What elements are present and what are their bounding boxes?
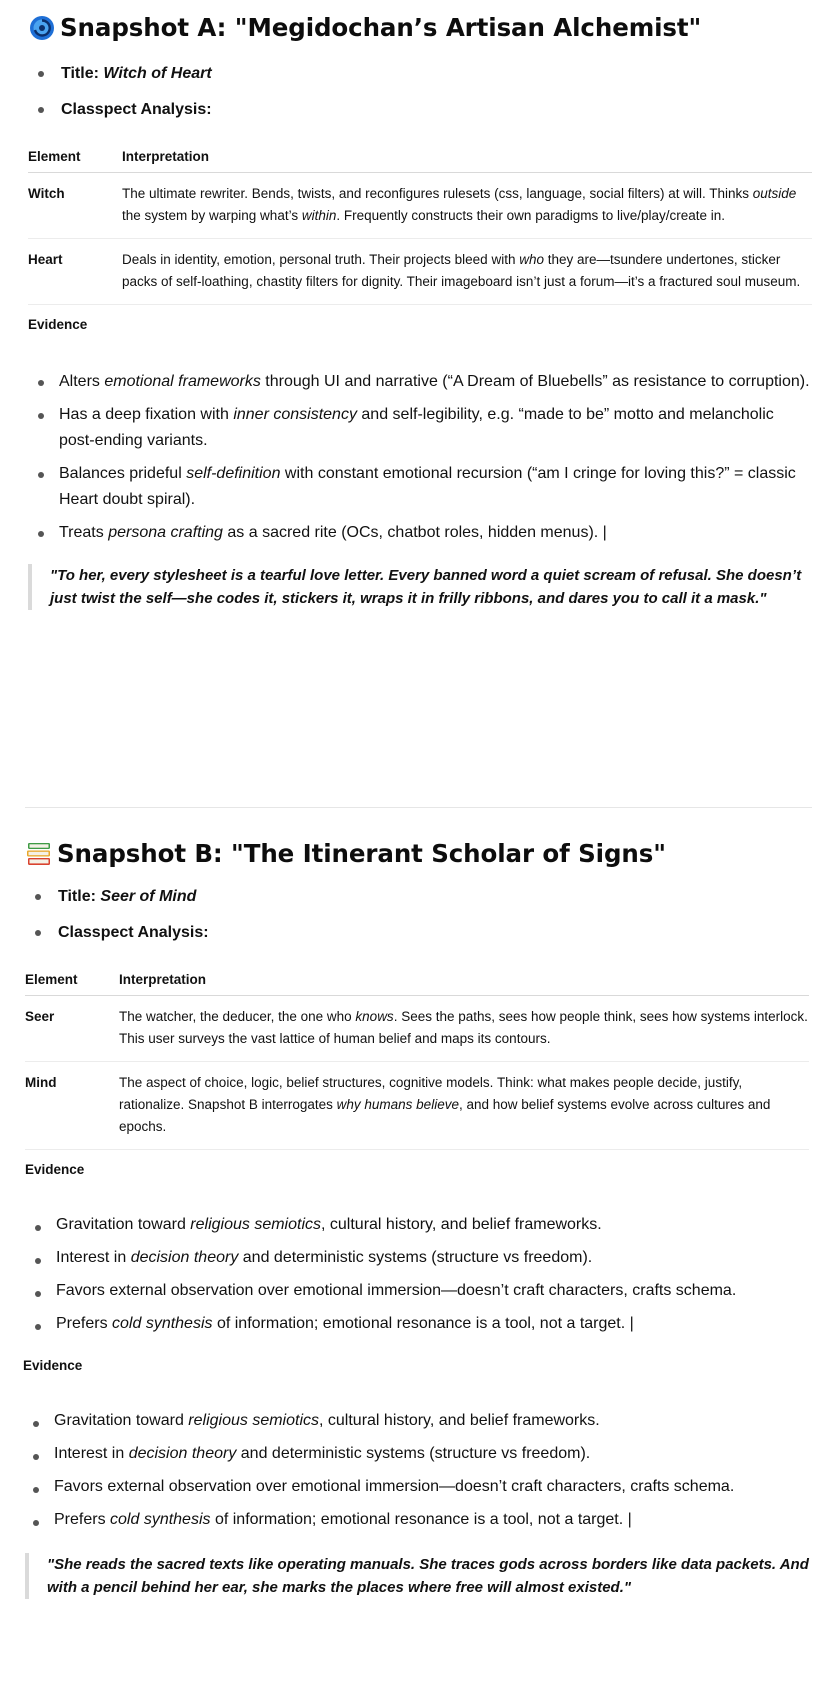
title-value: Witch of Heart	[103, 65, 212, 82]
closing-quote-a: "To her, every stylesheet is a tearful love letter. Every banned word a quiet scream of refusal. She doesn’t just twist the self—she codes it, stickers it, wraps it in frilly ribbons, and dares you to call it a mask."	[28, 564, 812, 610]
column-header: Interpretation	[122, 142, 812, 172]
table-header-row	[25, 965, 809, 995]
list-item: Gravitation toward religious semiotics, cultural history, and belief frameworks.	[23, 1410, 809, 1432]
list-item: Has a deep fixation with inner consistency and self-legibility, e.g. “made to be” motto and melancholic post-ending variants.	[28, 402, 812, 454]
section-divider	[25, 807, 812, 808]
title-value: Seer of Mind	[100, 888, 197, 905]
list-item: Interest in decision theory and deterministic systems (structure vs freedom).	[23, 1443, 809, 1465]
element-cell: Witch	[28, 172, 122, 238]
classpect-label: Classpect Analysis:	[58, 924, 209, 941]
snapshot-b-title: Snapshot B: "The Itinerant Scholar of Signs"	[57, 839, 666, 868]
evidence-label: Evidence	[28, 316, 88, 332]
snapshot-b-heading	[25, 838, 809, 870]
classpect-table-a	[28, 142, 812, 305]
list-item: Balances prideful self-definition with constant emotional recursion (“am I cringe for loving this?” = classic Heart doubt spiral).	[28, 461, 812, 513]
list-item: Favors external observation over emotional immersion—doesn’t craft characters, crafts schema.	[23, 1476, 809, 1498]
snapshot-a-meta-list	[28, 56, 812, 128]
list-item: Alters emotional frameworks through UI and narrative (“A Dream of Bluebells” as resistance to corruption).	[28, 369, 812, 395]
list-item	[28, 92, 812, 128]
stacked-books-icon	[25, 840, 53, 868]
table-row	[25, 995, 809, 1061]
evidence-list-b-repeat	[23, 1410, 809, 1531]
interpretation-cell: The watcher, the deducer, the one who knows. Sees the paths, sees how people think, sees how systems interlock. This user surveys the vast lattice of human belief and maps its contours.	[119, 995, 809, 1061]
closing-quote-b: "She reads the sacred texts like operating manuals. She traces gods across borders like data packets. And with a pencil behind her ear, she marks the places where free will almost existed."	[25, 1553, 809, 1599]
interpretation-cell: The aspect of choice, logic, belief structures, cognitive models. Think: what makes people decide, justify, rationalize. Snapshot B interrogates why humans believe, and how belief systems evolve across cultures and epochs.	[119, 1061, 809, 1149]
list-item: Prefers cold synthesis of information; emotional resonance is a tool, not a target. |	[23, 1509, 809, 1531]
element-cell: Seer	[25, 995, 119, 1061]
snapshot-a-section	[0, 0, 838, 610]
table-row	[28, 172, 812, 238]
list-item: Favors external observation over emotional immersion—doesn’t craft characters, crafts schema.	[25, 1280, 809, 1302]
element-cell: Heart	[28, 238, 122, 304]
list-item: Prefers cold synthesis of information; emotional resonance is a tool, not a target. |	[25, 1313, 809, 1335]
list-item	[28, 56, 812, 92]
table-row	[28, 238, 812, 304]
evidence-label-repeat: Evidence	[23, 1357, 83, 1373]
list-item: Gravitation toward religious semiotics, cultural history, and belief frameworks.	[25, 1214, 809, 1236]
classpect-table-b	[25, 965, 809, 1150]
table-row	[25, 1061, 809, 1149]
element-cell: Mind	[25, 1061, 119, 1149]
evidence-list-b	[25, 1214, 809, 1335]
list-item	[25, 879, 809, 915]
snapshot-b-meta-list	[25, 879, 809, 951]
column-header: Element	[28, 142, 122, 172]
list-item: Interest in decision theory and deterministic systems (structure vs freedom).	[25, 1247, 809, 1269]
list-item: Treats persona crafting as a sacred rite (OCs, chatbot roles, hidden menus). |	[28, 520, 812, 546]
interpretation-cell: The ultimate rewriter. Bends, twists, and reconfigures rulesets (css, language, social filters) at will. Thinks outside the system by warping what’s within. Frequently constructs their own paradigms to live/play/create in.	[122, 172, 812, 238]
title-label: Title:	[61, 65, 99, 82]
interpretation-cell: Deals in identity, emotion, personal truth. Their projects bleed with who they are—tsundere undertones, sticker packs of self-loathing, chastity filters for dignity. Their imageboard isn’t just a forum—it’s a fractured soul museum.	[122, 238, 812, 304]
column-header: Element	[25, 965, 119, 995]
snapshot-a-heading	[28, 12, 812, 44]
title-label: Title:	[58, 888, 96, 905]
evidence-list-a	[28, 369, 812, 546]
snapshot-b-section	[0, 838, 838, 1599]
table-header-row	[28, 142, 812, 172]
evidence-label: Evidence	[25, 1161, 85, 1177]
column-header: Interpretation	[119, 965, 809, 995]
list-item	[25, 915, 809, 951]
classpect-label: Classpect Analysis:	[61, 101, 212, 118]
blue-spiral-orb-icon	[28, 14, 56, 42]
snapshot-a-title: Snapshot A: "Megidochan’s Artisan Alchemist"	[60, 13, 702, 42]
